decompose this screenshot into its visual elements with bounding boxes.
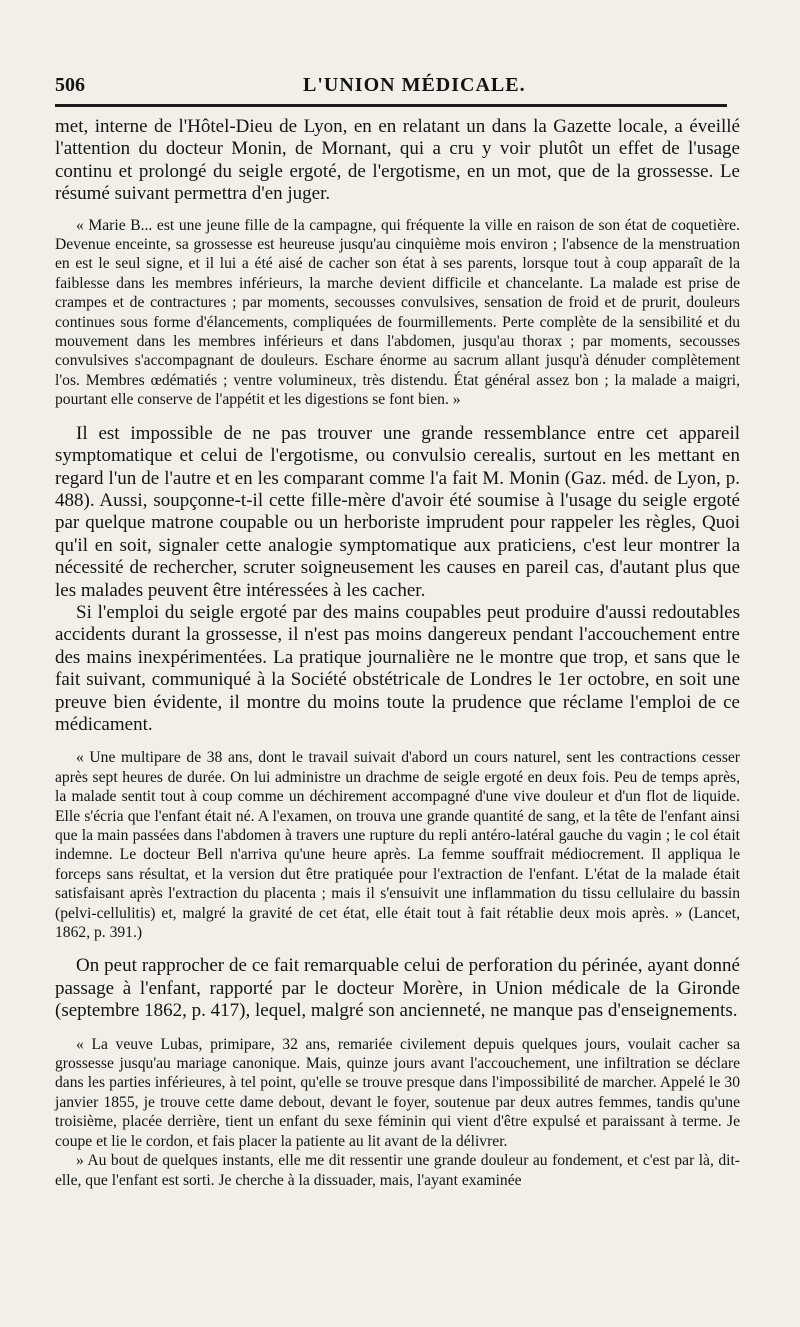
running-title: L'UNION MÉDICALE. [303, 74, 526, 96]
paragraph-ergotisme: Il est impossible de ne pas trouver une grande ressemblance entre cet appareil symptomatique et celui de l'ergotisme, ou convulsio cerealis, surtout en les mettant en regard l'un de l'autre et en les comparant comme l'a fait M. Monin (Gaz. méd. de Lyon, p. 488). Aussi, soupçonne-t-il cette fille-mère d'avoir été soumise à l'usage du seigle ergoté par quelque matrone coupable ou un herboriste imprudent pour rappeler les règles, Quoi qu'il en soit, signaler cette analogie symptomatique aux praticiens, c'est leur montrer la nécessité de rechercher, scruter soigneusement les causes en pareil cas, d'autant plus que les malades peuvent être intéressées à les cacher. [55, 422, 740, 601]
page-number: 506 [55, 74, 85, 96]
paragraph-seigle-ergote: Si l'emploi du seigle ergoté par des mains coupables peut produire d'aussi redoutables accidents durant la grossesse, il n'est pas moins dangereux pendant l'accouchement entre des mains inexpérimentées. La pratique journalière ne le montre que trop, et sans que le fait suivant, communiqué à la Société obstétricale de Londres le 1er octobre, en soit une preuve bien évidente, il montre du moins toute la prudence que réclame l'emploi de ce médicament. [55, 601, 740, 735]
paragraph-perforation: On peut rapprocher de ce fait remarquable celui de perforation du périnée, ayant donné passage à l'enfant, rapporté par le docteur Morère, in Union médicale de la Gironde (septembre 1862, p. 417), lequel, malgré son ancienneté, ne manque pas d'enseignements. [55, 955, 740, 1022]
quote-veuve-lubas: « La veuve Lubas, primipare, 32 ans, remariée civilement depuis quelques jours, voulait cacher sa grossesse jusqu'au mariage canonique. Mais, quinze jours avant l'accouchement, une infiltration se déclare dans les parties inférieures, à tel point, qu'elle se trouve presque dans l'impossibilité de marcher. Appelé le 30 janvier 1855, je trouve cette dame debout, devant le foyer, soutenue par deux autres femmes, tandis qu'une troisième, placée derrière, tient un enfant du sexe féminin qui vient d'être expulsé et paraissant à terme. Je coupe et lie le cordon, et fais placer la patiente au lit avant de la délivrer. [55, 1035, 740, 1150]
page-header [55, 74, 740, 100]
paragraph-continuation: met, interne de l'Hôtel-Dieu de Lyon, en en relatant un dans la Gazette locale, a éveillé l'attention du docteur Monin, de Mornant, qui a cru y voir plutôt un effet de l'usage continu et prolongé du seigle ergoté, de l'ergotisme, en un mot, que de la grossesse. Le résumé suivant permettra d'en juger. [55, 116, 740, 205]
header-rule [55, 104, 727, 107]
quote-marie-b: « Marie B... est une jeune fille de la campagne, qui fréquente la ville en raison de son état de coquetière. Devenue enceinte, sa grossesse est heureuse jusqu'au cinquième mois environ ; l'absence de la menstruation en est le seul signe, et il lui a été aisé de cacher son état à ses parents, lorsque tout à coup apparaît de la faiblesse dans les membres inférieurs, la marche devient difficile et chancelante. La malade est prise de crampes et de contractures ; par moments, secousses convulsives, sensation de froid et de prurit, douleurs continues sous forme d'élancements, compliquées de fourmillements. Perte complète de la sensibilité et du mouvement dans les membres inférieurs et dans l'abdomen, jusqu'au thorax ; par moments, secousses convulsives s'accompagnant de douleurs. Eschare énorme au sacrum allant jusqu'à dénuder complètement l'os. Membres œdématiés ; ventre volumineux, très distendu. État général assez bon ; la malade a maigri, pourtant elle conserve de l'appétit et les digestions se font bien. » [55, 216, 740, 409]
quote-multipare: « Une multipare de 38 ans, dont le travail suivait d'abord un cours naturel, sent les contractions cesser après sept heures de durée. On lui administre un drachme de seigle ergoté en deux fois. Peu de temps après, la malade sentit tout à coup comme un déchirement accompagné d'une vive douleur et d'un flot de liquide. Elle s'écria que l'enfant était né. A l'examen, on trouva une grande quantité de sang, et la tête de l'enfant ainsi que la main passées dans l'abdomen à travers une rupture du repli antéro-latéral gauche du vagin ; le col était indemne. Le docteur Bell n'arriva qu'une heure après. La femme souffrait médiocrement. Il appliqua le forceps sans résultat, et la version dut être pratiquée pour l'extraction de l'enfant. L'état de la malade était satisfaisant après l'extraction du placenta ; mais il s'ensuivit une inflammation du tissu cellulaire du bassin (pelvi-cellulitis) et, malgré la gravité de cet état, elle était tout à fait rétablie deux mois après. » (Lancet, 1862, p. 391.) [55, 749, 740, 942]
page-body [55, 116, 740, 1190]
quote-continuation: » Au bout de quelques instants, elle me dit ressentir une grande douleur au fondement, et c'est par là, dit-elle, que l'enfant est sorti. Je cherche à la dissuader, mais, l'ayant examinée [55, 1152, 740, 1189]
